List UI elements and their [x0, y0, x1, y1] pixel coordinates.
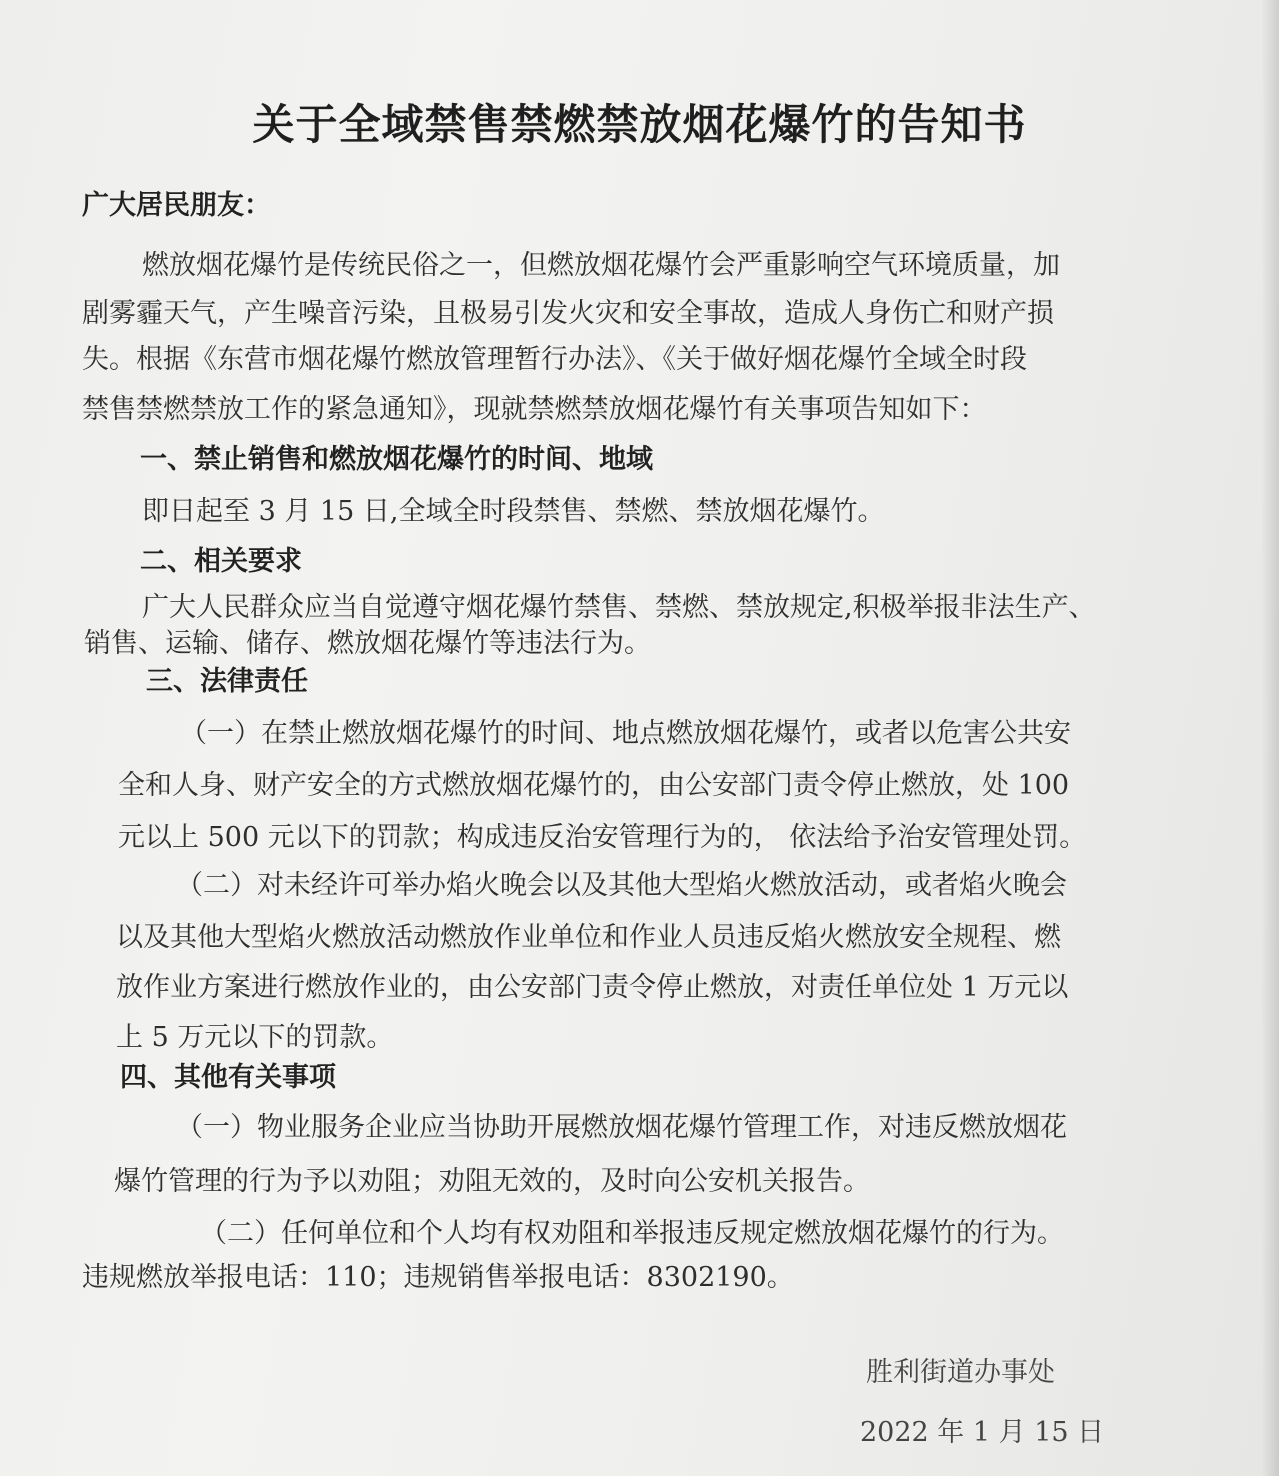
section-3-item-2-line: 以及其他大型焰火燃放活动燃放作业单位和作业人员违反焰火燃放安全规程、燃 [116, 922, 1061, 953]
section-4-item-1-line: （一）物业服务企业应当协助开展燃放烟花爆竹管理工作，对违反燃放烟花 [176, 1112, 1067, 1143]
section-2-line: 销售、运输、储存、燃放烟花爆竹等违法行为。 [84, 628, 651, 659]
section-2-line: 广大人民群众应当自觉遵守烟花爆竹禁售、禁燃、禁放规定,积极举报非法生产、 [142, 592, 1096, 623]
section-3-item-2-line: （二）对未经许可举办焰火晚会以及其他大型焰火燃放活动，或者焰火晚会 [176, 870, 1067, 901]
section-4-item-2-line: （二）任何单位和个人均有权劝阻和举报违反规定燃放烟花爆竹的行为。 [200, 1218, 1064, 1249]
section-1-heading: 一、禁止销售和燃放烟花爆竹的时间、地域 [140, 444, 653, 475]
document-title: 关于全域禁售禁燃禁放烟花爆竹的告知书 [252, 100, 1027, 149]
section-3-item-1-line: 元以上 500 元以下的罚款；构成违反治安管理行为的， 依法给予治安管理处罚。 [118, 822, 1087, 853]
section-4-item-1-line: 爆竹管理的行为予以劝阻；劝阻无效的，及时向公安机关报告。 [114, 1166, 870, 1197]
signature-organization: 胜利街道办事处 [866, 1357, 1055, 1388]
report-phone-line: 违规燃放举报电话：110；违规销售举报电话：8302190。 [82, 1262, 794, 1293]
section-3-item-1-line: （一）在禁止燃放烟花爆竹的时间、地点燃放烟花爆竹，或者以危害公共安 [180, 718, 1071, 749]
intro-line: 禁售禁燃禁放工作的紧急通知》，现就禁燃禁放烟花爆竹有关事项告知如下： [82, 394, 987, 425]
section-4-heading: 四、其他有关事项 [120, 1062, 336, 1093]
section-3-item-2-line: 放作业方案进行燃放作业的，由公安部门责令停止燃放，对责任单位处 1 万元以 [116, 972, 1069, 1003]
salutation: 广大居民朋友： [82, 190, 271, 221]
intro-line: 失。根据《东营市烟花爆竹燃放管理暂行办法》、《关于做好烟花爆竹全域全时段 [82, 344, 1027, 375]
page-edge-shadow [1261, 0, 1279, 1476]
section-2-heading: 二、相关要求 [140, 546, 302, 577]
signature-date: 2022 年 1 月 15 日 [860, 1417, 1105, 1448]
section-3-item-1-line: 全和人身、财产安全的方式燃放烟花爆竹的，由公安部门责令停止燃放，处 100 [118, 770, 1070, 801]
section-3-heading: 三、法律责任 [146, 666, 308, 697]
section-1-body: 即日起至 3 月 15 日,全域全时段禁售、禁燃、禁放烟花爆竹。 [142, 496, 885, 527]
section-3-item-2-line: 上 5 万元以下的罚款。 [116, 1022, 394, 1053]
intro-line: 燃放烟花爆竹是传统民俗之一，但燃放烟花爆竹会严重影响空气环境质量，加 [142, 250, 1060, 281]
intro-line: 剧雾霾天气，产生噪音污染，且极易引发火灾和安全事故，造成人身伤亡和财产损 [82, 298, 1054, 329]
